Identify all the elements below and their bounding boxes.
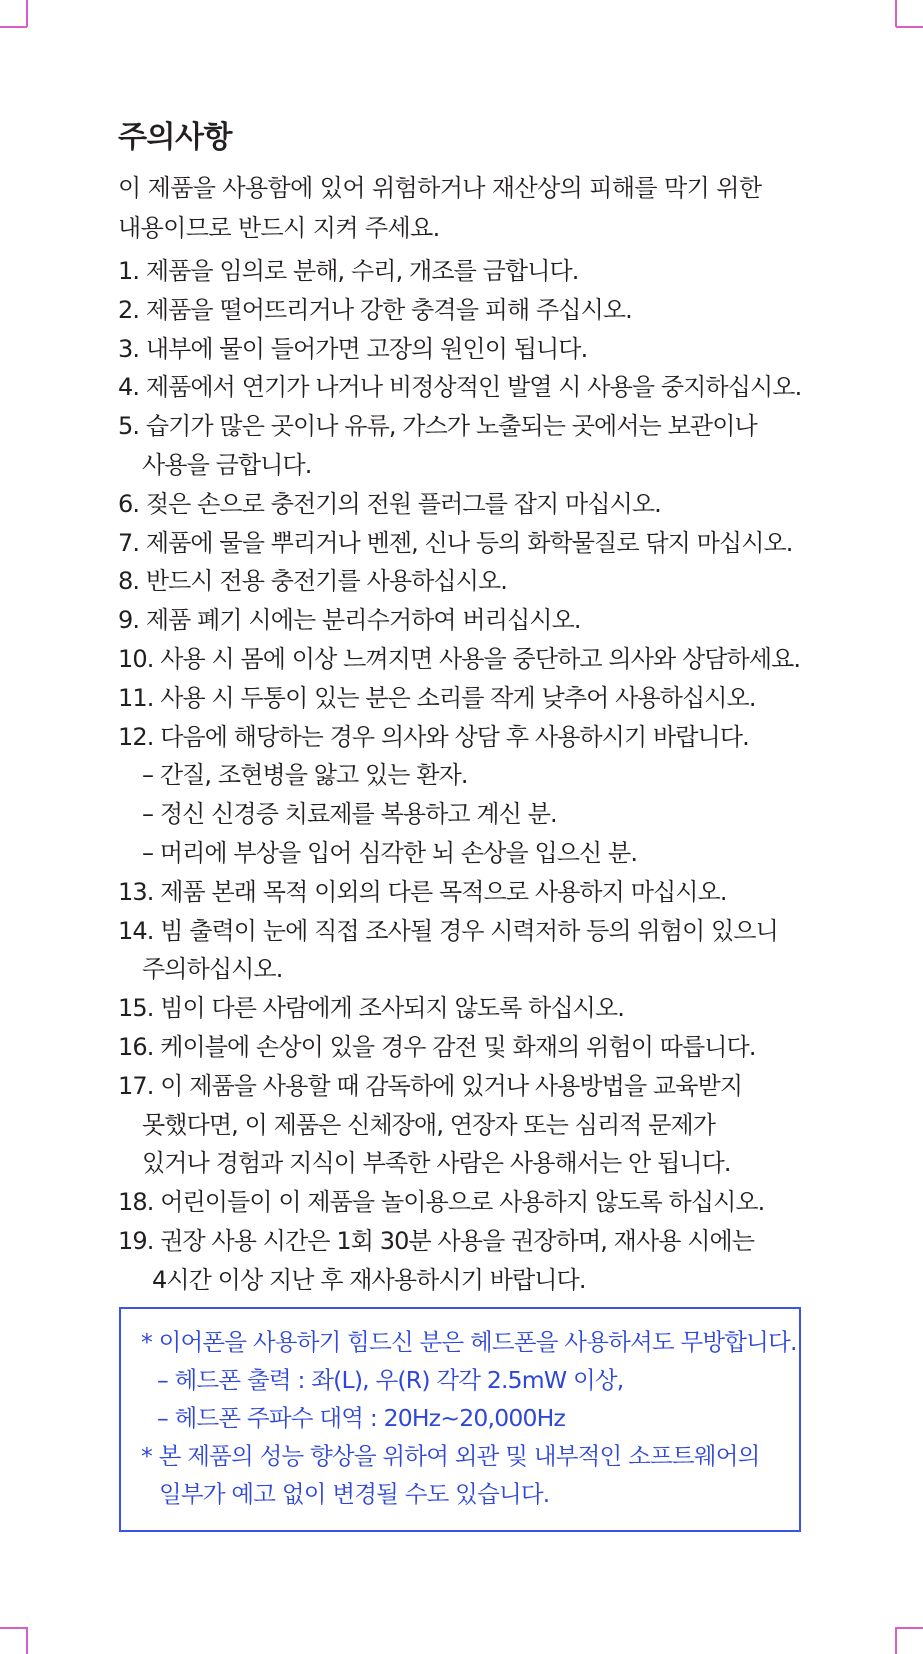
caution-item-text: 3. 내부에 물이 들어가면 고장의 원인이 됩니다. [118, 334, 588, 363]
caution-item-text: 1. 제품을 임의로 분해, 수리, 개조를 금합니다. [118, 257, 579, 285]
caution-item-continuation: 주의하십시오. [142, 955, 283, 984]
notice-change-line: * 본 제품의 성능 향상을 위하여 외관 및 내부적인 소프트웨어의 [141, 1442, 760, 1470]
caution-item-continuation: – 간질, 조현병을 앓고 있는 환자. [142, 761, 468, 790]
crop-mark [0, 26, 27, 28]
caution-item [118, 524, 801, 563]
caution-item [118, 1067, 801, 1183]
crop-mark [26, 0, 28, 27]
caution-item-text: 13. 제품 본래 목적 이외의 다른 목적으로 사용하지 마십시오. [118, 877, 727, 906]
caution-item-text: 8. 반드시 전용 충전기를 사용하십시오. [118, 567, 508, 596]
notice-headphone-output: – 헤드폰 출력 : 좌(L), 우(R) 각각 2.5mW 이상, [157, 1366, 624, 1394]
caution-item [118, 601, 801, 640]
caution-item-continuation: – 정신 신경증 치료제를 복용하고 계신 분. [142, 800, 557, 829]
caution-item-text: 19. 권장 사용 시간은 1회 30분 사용을 권장하며, 재사용 시에는 [118, 1226, 755, 1255]
caution-item [118, 330, 801, 369]
caution-item [118, 562, 801, 601]
crop-mark [896, 1627, 923, 1629]
crop-mark [896, 26, 923, 28]
caution-item-continuation: – 머리에 부상을 입어 심각한 뇌 손상을 입으신 분. [142, 838, 638, 867]
caution-item-text: 15. 빔이 다른 사람에게 조사되지 않도록 하십시오. [118, 994, 624, 1023]
caution-item [118, 1183, 801, 1222]
intro-paragraph [118, 168, 761, 248]
intro-line: 이 제품을 사용함에 있어 위험하거나 재산상의 피해를 막기 위한 [118, 174, 762, 202]
caution-item-text: 12. 다음에 해당하는 경우 의사와 상담 후 사용하시기 바랍니다. [118, 722, 749, 751]
caution-item-text: 17. 이 제품을 사용할 때 감독하에 있거나 사용방법을 교육받지 [118, 1071, 743, 1100]
caution-item [118, 1222, 801, 1300]
caution-item-continuation: 있거나 경험과 지식이 부족한 사람은 사용해서는 안 됩니다. [142, 1149, 731, 1178]
intro-line: 내용이므로 반드시 지켜 주세요. [118, 214, 440, 242]
caution-item [118, 252, 801, 291]
caution-item [118, 368, 801, 407]
caution-list [118, 252, 801, 1300]
caution-item-text: 4. 제품에서 연기가 나거나 비정상적인 발열 시 사용을 중지하십시오. [118, 373, 802, 402]
caution-item-text: 7. 제품에 물을 뿌리거나 벤젠, 신나 등의 화학물질로 닦지 마십시오. [118, 528, 793, 557]
notice-earphone: * 이어폰을 사용하기 힘드신 분은 헤드폰을 사용하셔도 무방합니다. [141, 1328, 797, 1356]
caution-item-text: 16. 케이블에 손상이 있을 경우 감전 및 화재의 위험이 따릅니다. [118, 1032, 756, 1061]
notice-box [119, 1307, 801, 1532]
caution-item-text: 5. 습기가 많은 곳이나 유류, 가스가 노출되는 곳에서는 보관이나 [118, 412, 757, 441]
notice-change-line: 일부가 예고 없이 변경될 수도 있습니다. [159, 1480, 550, 1508]
caution-item [118, 718, 801, 873]
crop-mark [0, 1627, 27, 1629]
caution-item-text: 2. 제품을 떨어뜨리거나 강한 충격을 피해 주십시오. [118, 295, 632, 324]
caution-item-continuation: 못했다면, 이 제품은 신체장애, 연장자 또는 심리적 문제가 [142, 1110, 716, 1139]
caution-item [118, 912, 801, 990]
caution-item-text: 18. 어린이들이 이 제품을 놀이용으로 사용하지 않도록 하십시오. [118, 1188, 765, 1217]
caution-item-continuation: 4시간 이상 지난 후 재사용하시기 바랍니다. [152, 1265, 586, 1294]
caution-item-text: 11. 사용 시 두통이 있는 분은 소리를 작게 낮추어 사용하십시오. [118, 683, 756, 712]
notice-headphone-frequency: – 헤드폰 주파수 대역 : 20Hz~20,000Hz [157, 1404, 566, 1432]
crop-mark [26, 1627, 28, 1654]
caution-item [118, 1028, 801, 1067]
caution-item-text: 6. 젖은 손으로 충전기의 전원 플러그를 잡지 마십시오. [118, 489, 661, 518]
caution-item [118, 679, 801, 718]
page-title: 주의사항 [118, 120, 232, 155]
caution-item-text: 10. 사용 시 몸에 이상 느껴지면 사용을 중단하고 의사와 상담하세요. [118, 644, 801, 673]
caution-item-text: 9. 제품 폐기 시에는 분리수거하여 버리십시오. [118, 606, 581, 635]
caution-item [118, 640, 801, 679]
caution-item [118, 873, 801, 912]
crop-mark [895, 0, 897, 27]
caution-item [118, 291, 801, 330]
caution-item-continuation: 사용을 금합니다. [142, 450, 312, 479]
caution-item [118, 407, 801, 485]
caution-item [118, 989, 801, 1028]
crop-mark [895, 1627, 897, 1654]
caution-item-text: 14. 빔 출력이 눈에 직접 조사될 경우 시력저하 등의 위험이 있으니 [118, 916, 778, 945]
caution-item [118, 485, 801, 524]
